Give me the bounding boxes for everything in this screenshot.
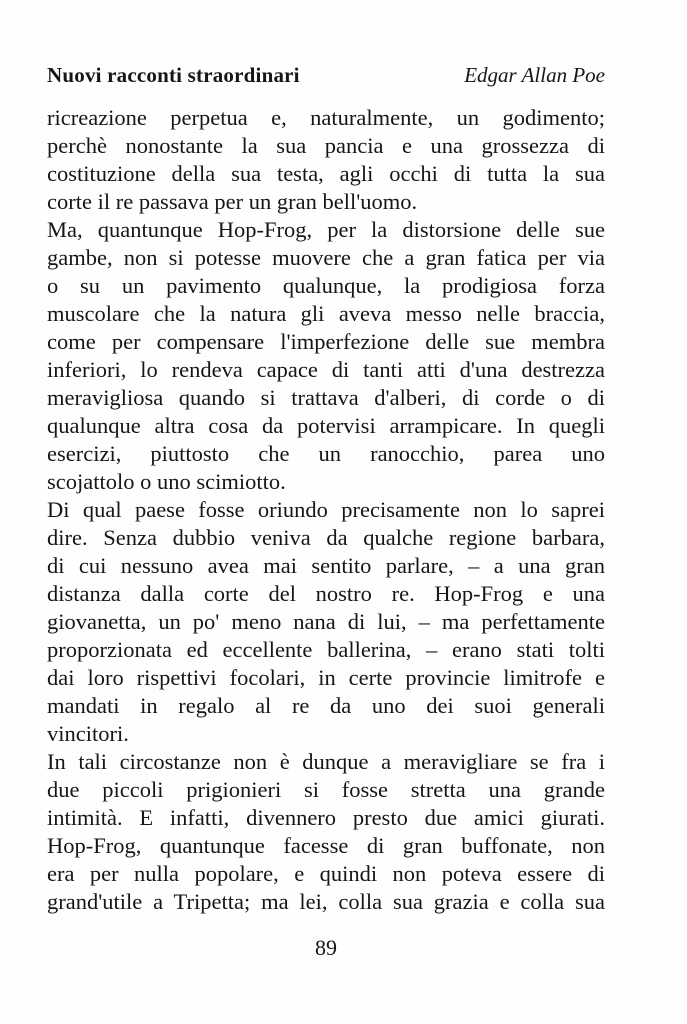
text-line: intimità. E infatti, divennero presto due amici giurati. <box>47 805 605 830</box>
page-number: 89 <box>315 935 337 960</box>
text-line: Hop-Frog, quantunque facesse di gran buffonate, non <box>47 833 605 858</box>
text-line: Di qual paese fosse oriundo precisamente non lo saprei <box>47 497 605 522</box>
text-line: ricreazione perpetua e, naturalmente, un godimento; <box>47 105 605 130</box>
text-line: come per compensare l'imperfezione delle sue membra <box>47 329 605 354</box>
text-line: costituzione della sua testa, agli occhi di tutta la sua <box>47 161 605 186</box>
page-body <box>47 104 605 916</box>
text-line: gambe, non si potesse muovere che a gran fatica per via <box>47 245 605 270</box>
text-line: muscolare che la natura gli aveva messo nelle braccia, <box>47 301 605 326</box>
text-line: Ma, quantunque Hop-Frog, per la distorsione delle sue <box>47 217 605 242</box>
text-line: o su un pavimento qualunque, la prodigiosa forza <box>47 273 605 298</box>
text-line: due piccoli prigionieri si fosse stretta una grande <box>47 777 605 802</box>
text-line: distanza dalla corte del nostro re. Hop-Frog e una <box>47 581 605 606</box>
text-line: era per nulla popolare, e quindi non poteva essere di <box>47 861 605 886</box>
text-line: meravigliosa quando si trattava d'alberi, di corde o di <box>47 385 605 410</box>
text-line: In tali circostanze non è dunque a meravigliare se fra i <box>47 749 605 774</box>
text-line: perchè nonostante la sua pancia e una grossezza di <box>47 133 605 158</box>
paragraph <box>47 496 605 748</box>
text-line: mandati in regalo al re da uno dei suoi generali <box>47 693 605 718</box>
text-line: vincitori. <box>47 721 129 746</box>
text-line: scojattolo o uno scimiotto. <box>47 469 286 494</box>
page-footer <box>47 935 605 961</box>
paragraph <box>47 216 605 496</box>
text-line: inferiori, lo rendeva capace di tanti atti d'una destrezza <box>47 357 605 382</box>
text-line: corte il re passava per un gran bell'uomo. <box>47 189 418 214</box>
running-head-author: Edgar Allan Poe <box>464 63 605 87</box>
text-line: dai loro rispettivi focolari, in certe provincie limitrofe e <box>47 665 605 690</box>
text-line: proporzionata ed eccellente ballerina, – erano stati tolti <box>47 637 605 662</box>
page-header <box>47 63 605 87</box>
text-line: dire. Senza dubbio veniva da qualche regione barbara, <box>47 525 605 550</box>
text-line: di cui nessuno avea mai sentito parlare, – a una gran <box>47 553 605 578</box>
running-head-title: Nuovi racconti straordinari <box>47 63 300 87</box>
paragraph <box>47 748 605 916</box>
paragraph <box>47 104 605 216</box>
text-line: grand'utile a Tripetta; ma lei, colla sua grazia e colla sua <box>47 889 605 914</box>
text-line: qualunque altra cosa da potervisi arrampicare. In quegli <box>47 413 605 438</box>
text-line: giovanetta, un po' meno nana di lui, – ma perfettamente <box>47 609 605 634</box>
text-line: esercizi, piuttosto che un ranocchio, parea uno <box>47 441 605 466</box>
